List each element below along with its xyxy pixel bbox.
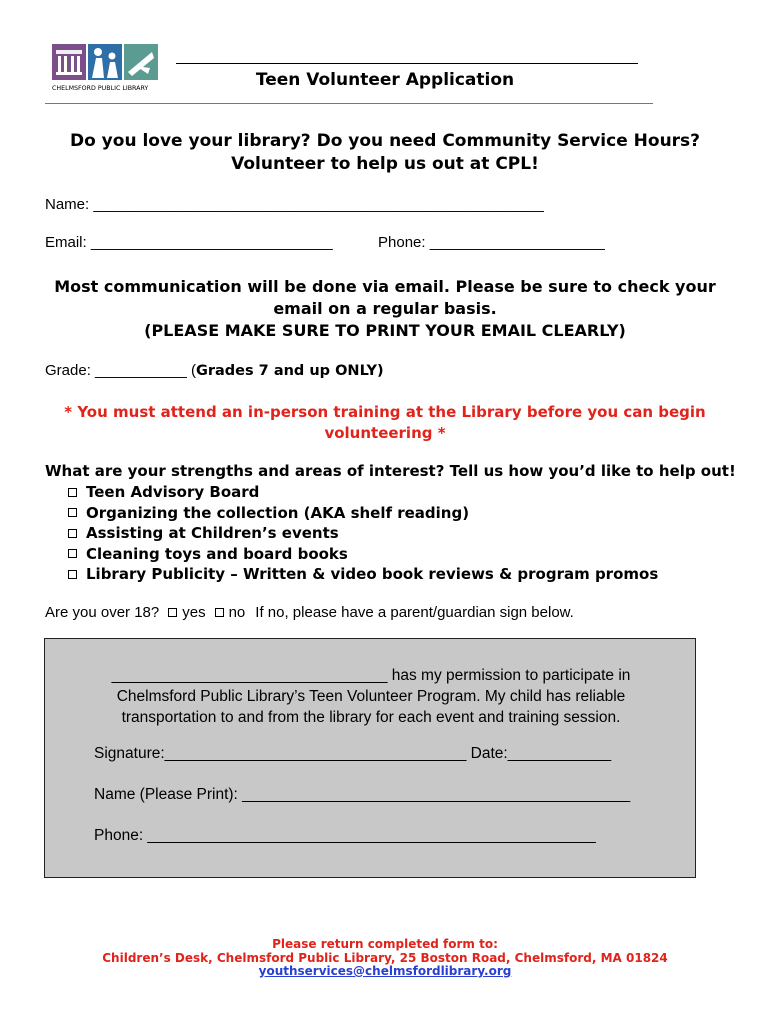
logo-text: CHELMSFORD PUBLIC LIBRARY — [52, 85, 149, 92]
strengths-question: What are your strengths and areas of interest? Tell us how you’d like to help out! — [45, 462, 736, 480]
communication-notice — [30, 276, 740, 342]
page-title: Teen Volunteer Application — [255, 70, 515, 90]
header-rule — [176, 63, 638, 64]
grade-label: Grade: ___________ ( — [45, 362, 196, 379]
signature-field[interactable]: Signature:___________________________________ Date:____________ — [94, 745, 612, 762]
training-line-1: * You must attend an in-person training at the Library before you can begin — [64, 403, 706, 421]
footer-email-link[interactable]: youthservices@chelmsfordlibrary.org — [258, 964, 512, 978]
parent-phone-field[interactable]: Phone: ____________________________________________________ — [94, 827, 596, 844]
checkbox[interactable] — [68, 508, 77, 517]
print-name-field[interactable]: Name (Please Print): _____________________________________________ — [94, 786, 631, 803]
checkbox[interactable] — [68, 570, 77, 579]
footer-address: Children’s Desk, Chelmsford Public Library, 25 Boston Road, Chelmsford, MA 01824 — [102, 950, 668, 965]
training-notice — [30, 402, 740, 444]
option-teen-advisory-board[interactable]: Teen Advisory Board — [68, 482, 658, 503]
name-field[interactable]: Name: ______________________________________________________ — [45, 196, 544, 213]
interest-options — [68, 482, 658, 585]
option-library-publicity[interactable]: Library Publicity – Written & video book reviews & program promos — [68, 564, 658, 585]
checkbox[interactable] — [68, 529, 77, 538]
communication-line-1: Most communication will be done via email. Please be sure to check your — [54, 277, 716, 296]
option-childrens-events[interactable]: Assisting at Children’s events — [68, 523, 658, 544]
option-cleaning-toys[interactable]: Cleaning toys and board books — [68, 544, 658, 565]
checkbox[interactable] — [68, 488, 77, 497]
age-question: Are you over 18? — [45, 604, 160, 621]
return-instructions — [0, 938, 770, 979]
permission-statement — [45, 665, 697, 728]
title-rule — [45, 103, 653, 104]
training-line-2: volunteering * — [324, 424, 446, 442]
footer-line-1: Please return completed form to: — [272, 937, 498, 951]
yes-label: yes — [182, 604, 206, 621]
no-label: no — [228, 604, 246, 621]
yes-checkbox[interactable] — [168, 608, 177, 617]
parent-permission-box — [44, 638, 696, 878]
grade-field[interactable] — [45, 362, 384, 379]
age-instruction: If no, please have a parent/guardian sign below. — [255, 604, 574, 621]
communication-line-2: email on a regular basis. — [273, 299, 497, 318]
permission-line-2: Chelmsford Public Library’s Teen Volunteer Program. My child has reliable — [116, 688, 626, 705]
age-question-row — [45, 604, 574, 621]
option-organizing-collection[interactable]: Organizing the collection (AKA shelf reading) — [68, 503, 658, 524]
phone-field[interactable]: Phone: _____________________ — [378, 234, 605, 251]
grade-note: Grades 7 and up ONLY) — [195, 363, 384, 379]
communication-line-3: (PLEASE MAKE SURE TO PRINT YOUR EMAIL CLEARLY) — [144, 321, 626, 340]
email-field[interactable]: Email: _____________________________ — [45, 234, 333, 251]
permission-line-1[interactable]: ________________________________ has my permission to participate in — [111, 667, 631, 684]
no-checkbox[interactable] — [215, 608, 224, 617]
intro-text: Do you love your library? Do you need Community Service Hours? Volunteer to help us out at CPL! — [69, 131, 701, 174]
checkbox[interactable] — [68, 549, 77, 558]
permission-line-3: transportation to and from the library for each event and training session. — [121, 709, 621, 726]
